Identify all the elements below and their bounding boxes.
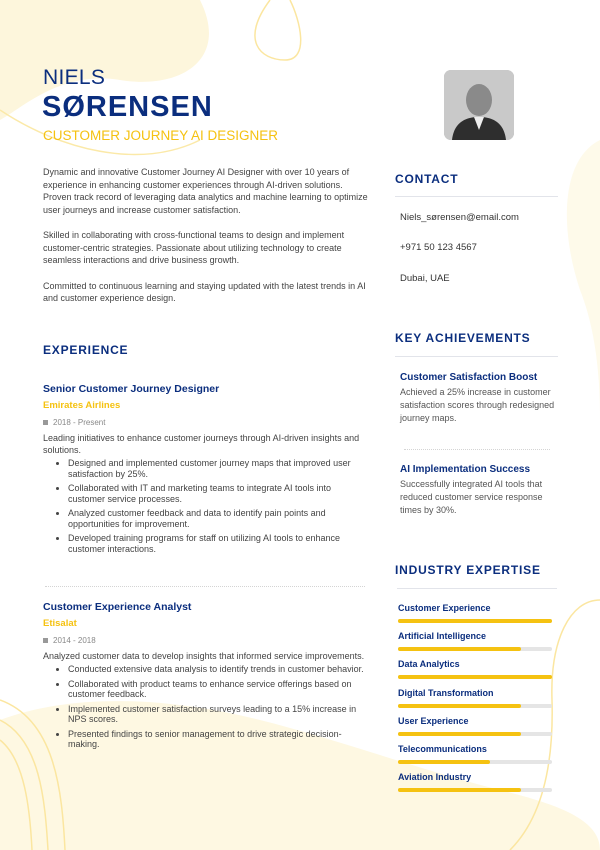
skill-bar-fill	[398, 675, 552, 679]
dates-text: 2018 - Present	[53, 418, 106, 427]
summary-paragraph: Committed to continuous learning and staying updated with the latest trends in AI and customer experience design.	[43, 280, 366, 303]
company-name: Emirates Airlines	[43, 400, 121, 411]
company-name: Etisalat	[43, 618, 77, 629]
bullet-item: Analyzed customer feedback and data to identify pain points and opportunities for improvement.	[43, 508, 368, 529]
job-bullets	[43, 458, 368, 554]
skill-item	[398, 772, 552, 792]
bullet-item: Collaborated with product teams to enhance service offerings based on customer feedback.	[43, 679, 368, 700]
achievement-item	[400, 372, 555, 425]
bullet-item: Collaborated with IT and marketing teams to integrate AI tools into customer service processes.	[43, 483, 368, 504]
skill-bar	[398, 675, 552, 679]
summary-paragraph: Dynamic and innovative Customer Journey AI Designer with over 10 years of experience in enhancing customer experiences through AI-driven solutions. Proven track record of leveraging data analytics and machine learning to optimize user journeys and increase customer satisfaction.	[43, 167, 368, 215]
calendar-icon	[43, 420, 48, 425]
achievements-heading: KEY ACHIEVEMENTS	[395, 331, 531, 345]
skill-bar	[398, 647, 552, 651]
bullet-item: Presented findings to senior management to drive strategic decision-making.	[43, 729, 368, 750]
job-title: Senior Customer Journey Designer	[43, 383, 220, 395]
skill-bar	[398, 788, 552, 792]
contact-email[interactable]: Niels_sørensen@email.com	[400, 212, 519, 223]
profile-photo	[444, 70, 514, 140]
skill-bar-fill	[398, 732, 521, 736]
skill-label: User Experience	[398, 715, 469, 726]
contact-location: Dubai, UAE	[400, 273, 450, 284]
job-title: Customer Experience Analyst	[43, 601, 192, 613]
job-dates	[43, 418, 368, 427]
skill-label: Artificial Intelligence	[398, 631, 487, 642]
skill-label: Customer Experience	[398, 603, 491, 613]
skill-bar	[398, 619, 552, 623]
expertise-heading: INDUSTRY EXPERTISE	[395, 563, 541, 577]
skill-item	[398, 744, 552, 764]
skill-bar-fill	[398, 760, 490, 764]
summary-paragraph: Skilled in collaborating with cross-functional teams to design and implement customer-centric strategies. Passionate about utilizing technology to create seamless interactions and drive business growth.	[43, 230, 345, 265]
skill-item	[398, 716, 552, 736]
job-description: Analyzed customer data to develop insights that informed service improvements.	[43, 651, 365, 661]
dates-text: 2014 - 2018	[53, 636, 96, 645]
job-dates	[43, 636, 368, 645]
job-title: CUSTOMER JOURNEY AI DESIGNER	[43, 128, 279, 143]
skill-item	[398, 603, 552, 623]
skill-label: Digital Transformation	[398, 687, 494, 698]
bullet-item: Designed and implemented customer journey maps that improved user satisfaction by 25%.	[43, 458, 368, 479]
skill-bar-fill	[398, 619, 552, 623]
job-description: Leading initiatives to enhance customer journeys through AI-driven insights and solutions.	[43, 433, 360, 455]
job-entry	[43, 383, 368, 558]
skill-item	[398, 659, 552, 679]
calendar-icon	[43, 638, 48, 643]
skill-bar	[398, 760, 552, 764]
divider	[395, 196, 558, 197]
job-entry	[43, 601, 368, 754]
divider	[45, 586, 365, 587]
bullet-item: Developed training programs for staff on utilizing AI tools to enhance customer interactions.	[43, 533, 368, 554]
skill-item	[398, 631, 552, 651]
skill-label: Aviation Industry	[398, 772, 472, 783]
skill-bar	[398, 704, 552, 708]
first-name: NIELS	[43, 66, 106, 89]
achievement-desc: Achieved a 25% increase in customer satisfaction scores through redesigned journey maps.	[400, 387, 555, 423]
summary	[43, 166, 373, 318]
bullet-item: Conducted extensive data analysis to identify trends in customer behavior.	[43, 664, 368, 675]
divider	[397, 588, 557, 589]
divider	[395, 356, 558, 357]
bullet-item: Implemented customer satisfaction surveys leading to a 15% increase in NPS scores.	[43, 704, 368, 725]
contact-heading: CONTACT	[395, 172, 459, 186]
achievement-title: Customer Satisfaction Boost	[400, 372, 538, 383]
experience-heading: EXPERIENCE	[43, 343, 129, 357]
skill-bar-fill	[398, 647, 521, 651]
skill-bar-fill	[398, 788, 521, 792]
achievement-item	[400, 464, 555, 517]
last-name: SØRENSEN	[42, 91, 213, 123]
skill-label: Telecommunications	[398, 744, 487, 754]
achievement-desc: Successfully integrated AI tools that reduced customer service response times by 30%.	[400, 479, 543, 515]
skill-item	[398, 688, 552, 708]
skill-bar	[398, 732, 552, 736]
divider	[404, 449, 550, 450]
job-bullets	[43, 664, 368, 750]
skill-bar-fill	[398, 704, 521, 708]
achievement-title: AI Implementation Success	[400, 464, 531, 475]
skill-label: Data Analytics	[398, 659, 460, 670]
contact-phone[interactable]: +971 50 123 4567	[400, 242, 477, 253]
